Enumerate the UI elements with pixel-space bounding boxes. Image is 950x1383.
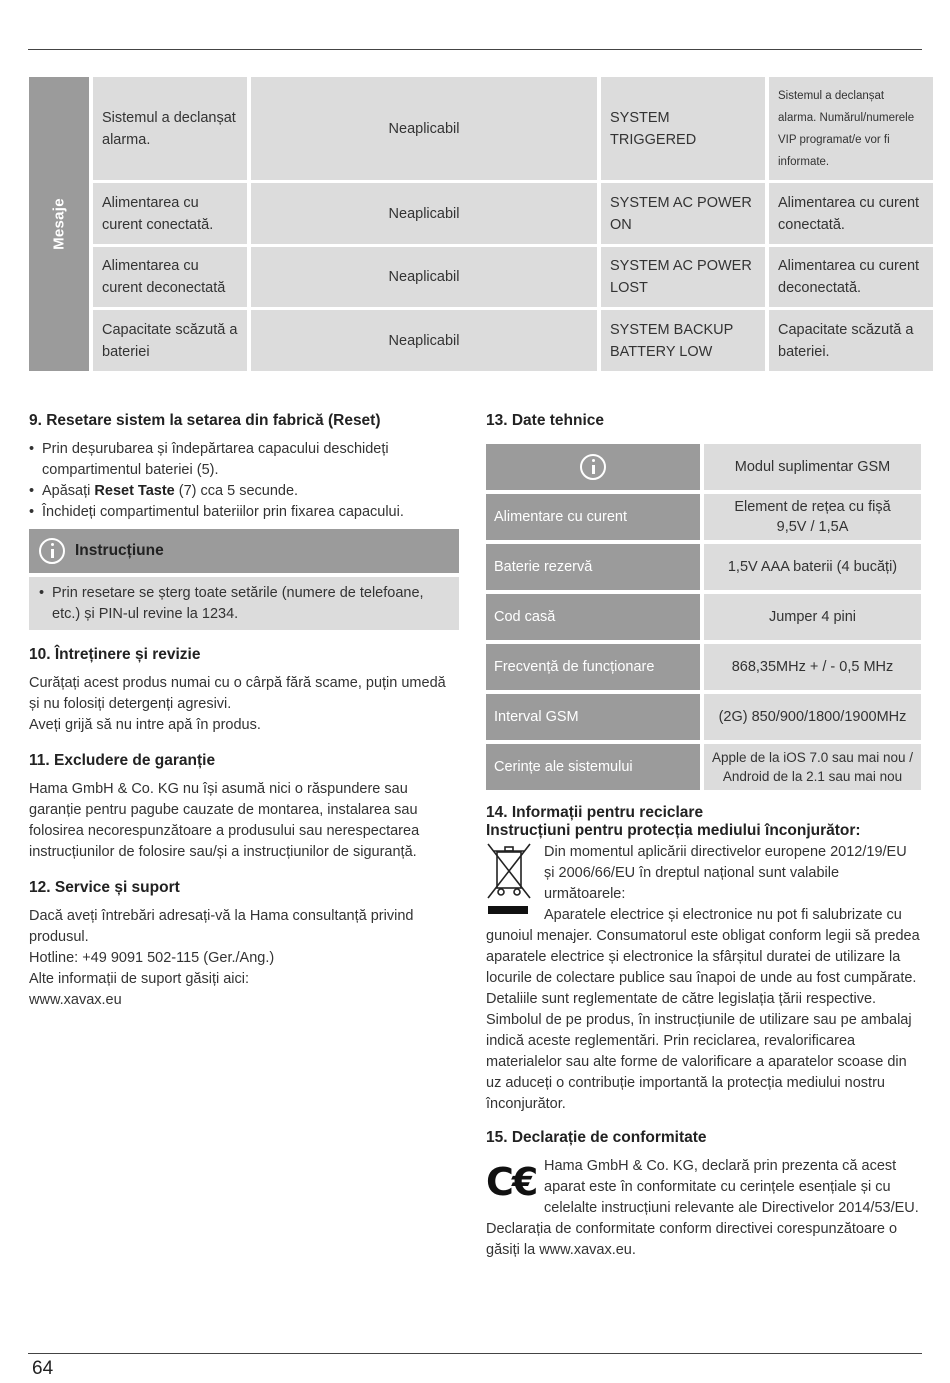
table-row <box>93 183 933 244</box>
table-row <box>93 310 933 371</box>
table-cell: Baterie rezervă <box>486 544 700 590</box>
table-cell: Sistemul a declanșat alarma. Numărul/numerele VIP programat/e vor fi informate. <box>769 77 933 180</box>
conformity-text: Hama GmbH & Co. KG, declară prin prezenta că acest aparat este în conformitate cu cerințele esențiale și cu celelalte instrucțiuni relevante ale Directivelor 2014/53/EU. <box>544 1158 919 1216</box>
table-cell: Neaplicabil <box>251 77 597 180</box>
section-12-text: Alte informații de suport găsiți aici: <box>29 971 250 987</box>
table-cell: Element de rețea cu fișă 9,5V / 1,5A <box>704 494 921 540</box>
messages-side-text: Mesaje <box>50 198 68 250</box>
note-body <box>29 577 459 630</box>
list-item: • Închideți compartimentul bateriilor prin fixarea capacului. <box>29 502 459 523</box>
table-cell: 868,35MHz + / - 0,5 MHz <box>704 644 921 690</box>
table-cell: Alimentarea cu curent deconectată <box>93 247 247 307</box>
table-row <box>486 644 921 690</box>
section-11-text: Hama GmbH & Co. KG nu își asumă nici o răspundere sau garanție pentru pagube cauzate de montarea, instalarea sau folosirea necorespunzătoare a produsului sau nerespectarea instrucțiunilor de folosire sau/și a instrucțiunilor de siguranță. <box>29 781 420 860</box>
table-cell: SYSTEM AC POWER LOST <box>601 247 765 307</box>
weee-bin-icon <box>486 842 532 916</box>
table-row <box>93 77 933 180</box>
bottom-rule <box>28 1353 922 1354</box>
support-link[interactable]: www.xavax.eu <box>29 992 122 1008</box>
table-cell: Alimentarea cu curent deconectată. <box>769 247 933 307</box>
left-column <box>29 412 459 1011</box>
conformity-text: Declarația de conformitate conform directivei corespunzătoare o găsiți la www.xavax.eu. <box>486 1221 898 1258</box>
table-cell: Neaplicabil <box>251 183 597 244</box>
ce-mark-icon: C€ <box>486 1160 537 1204</box>
page-number: 64 <box>32 1358 54 1379</box>
table-cell: Jumper 4 pini <box>704 594 921 640</box>
table-cell: Frecvență de funcționare <box>486 644 700 690</box>
table-row <box>486 544 921 590</box>
table-cell: Modul suplimentar GSM <box>704 444 921 490</box>
list-item: • Prin resetare se șterg toate setările (numere de telefoane, etc.) și PIN-ul revine la 1234. <box>39 583 449 625</box>
table-cell: Alimentarea cu curent conectată. <box>93 183 247 244</box>
section-14-subtitle: Instrucțiuni pentru protecția mediului înconjurător: <box>486 822 861 839</box>
table-cell: Alimentarea cu curent conectată. <box>769 183 933 244</box>
recycling-text: Aparatele electrice și electronice nu pot fi salubrizate cu gunoiul menajer. Consumatorul este obligat conform legii să predea aparatele electrice și electronice la sfârșitul duratei de utilizare la locurile de colectare publice sau înapoi de unde au fost cumpărate. Detaliile sunt reglementate de către legislația țării respective. Simbolul de pe produs, în instrucțiunile de utilizare sau pe ambalaj indică aceste reglementări. Prin reciclarea, revalorificarea materialelor sau alte forme de valorificare a aparatelor scoase din uz aduceți o contribuție importantă la protecția mediului nostru înconjurător. <box>486 907 920 1112</box>
section-10-text: Aveți grijă să nu intre apă în produs. <box>29 717 261 733</box>
list-item: • Apăsați Reset Taste (7) cca 5 secunde. <box>29 481 459 502</box>
table-cell: 1,5V AAA baterii (4 bucăți) <box>704 544 921 590</box>
list-item: • Prin deșurubarea și îndepărtarea capacului deschideți compartimentul bateriei (5). <box>29 439 459 481</box>
section-12-text: Dacă aveți întrebări adresați-vă la Hama consultanță privind produsul. <box>29 908 414 945</box>
hotline-text: Hotline: +49 9091 502-115 (Ger./Ang.) <box>29 950 275 966</box>
info-icon <box>580 454 606 480</box>
section-9-steps <box>29 439 459 523</box>
info-icon <box>39 538 65 564</box>
table-cell: Cerințe ale sistemului <box>486 744 700 790</box>
section-10-text: Curățați acest produs numai cu o cârpă fără scame, puțin umedă și nu folosiți detergenți agresivi. <box>29 675 446 712</box>
table-cell: Cod casă <box>486 594 700 640</box>
messages-side-label <box>29 77 89 371</box>
weee-block <box>486 842 921 905</box>
table-cell: Neaplicabil <box>251 310 597 371</box>
section-10-title: 10. Întreținere și revizie <box>29 646 201 663</box>
section-13-title: 13. Date tehnice <box>486 412 605 429</box>
table-cell: SYSTEM TRIGGERED <box>601 77 765 180</box>
note-title: Instrucțiune <box>75 542 164 559</box>
tech-data-table <box>486 444 921 790</box>
recycling-text: Din momentul aplicării directivelor europene 2012/19/EU și 2006/66/EU în dreptul național sunt valabile următoarele: <box>544 844 907 902</box>
table-row <box>486 594 921 640</box>
table-cell: Alimentare cu curent <box>486 494 700 540</box>
section-12-title: 12. Service și suport <box>29 879 180 896</box>
table-row <box>486 694 921 740</box>
table-row <box>93 247 933 307</box>
table-cell: Capacitate scăzută a bateriei <box>93 310 247 371</box>
table-cell: Interval GSM <box>486 694 700 740</box>
table-row <box>486 444 921 490</box>
table-cell: SYSTEM BACKUP BATTERY LOW <box>601 310 765 371</box>
table-cell: Apple de la iOS 7.0 sau mai nou / Android de la 2.1 sau mai nou <box>704 744 921 790</box>
table-cell: Neaplicabil <box>251 247 597 307</box>
table-cell: (2G) 850/900/1800/1900MHz <box>704 694 921 740</box>
note-header <box>29 529 459 573</box>
section-15-title: 15. Declarație de conformitate <box>486 1129 707 1146</box>
section-11-title: 11. Excludere de garanție <box>29 752 216 769</box>
section-14-title: 14. Informații pentru reciclare <box>486 804 704 821</box>
table-cell <box>486 444 700 490</box>
table-cell: SYSTEM AC POWER ON <box>601 183 765 244</box>
table-cell: Sistemul a declanșat alarma. <box>93 77 247 180</box>
right-column <box>486 412 921 1261</box>
section-9-title: 9. Resetare sistem la setarea din fabrică (Reset) <box>29 412 381 429</box>
table-row <box>486 494 921 540</box>
ce-block <box>486 1156 921 1219</box>
table-row <box>486 744 921 790</box>
table-cell: Capacitate scăzută a bateriei. <box>769 310 933 371</box>
top-rule <box>28 49 922 50</box>
